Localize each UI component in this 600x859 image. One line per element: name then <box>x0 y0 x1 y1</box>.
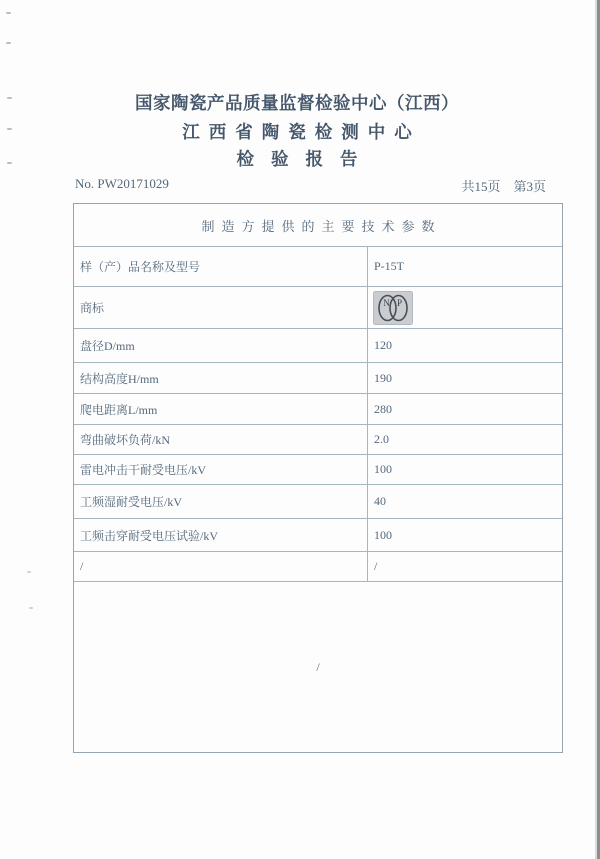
organization-name-line2: 江西省陶瓷检测中心 <box>182 122 421 142</box>
table-row <box>74 246 562 286</box>
row-label-disc-diameter: 盘径D/mm <box>74 329 368 362</box>
table-row <box>74 328 562 362</box>
technical-parameters-table <box>73 203 563 753</box>
table-title-row <box>74 204 562 246</box>
report-title: 检验报告 <box>236 149 375 169</box>
row-value-creepage-distance: 280 <box>374 401 392 416</box>
row-label-puncture-withstand-voltage: 工频击穿耐受电压试验/kV <box>74 519 368 551</box>
scan-speck <box>27 571 31 573</box>
row-value-bending-failure-load: 2.0 <box>374 432 389 446</box>
table-row-trademark <box>74 286 562 328</box>
table-title: 制造方提供的主要技术参数 <box>201 218 442 234</box>
row-value-wet-power-frequency-voltage: 40 <box>374 494 386 508</box>
trademark-logo-icon <box>373 291 413 325</box>
report-number: No. PW20171029 <box>75 176 169 191</box>
table-row <box>74 518 562 551</box>
table-row <box>74 424 562 454</box>
row-value-disc-diameter: 120 <box>374 338 392 352</box>
organization-name-line1: 国家陶瓷产品质量监督检验中心（江西） <box>135 93 459 113</box>
row-label-placeholder: / <box>74 552 368 581</box>
report-meta-row <box>75 176 546 195</box>
logo-letter-n: N <box>383 297 390 308</box>
page-indicator <box>461 176 546 195</box>
table-row <box>74 484 562 518</box>
row-label-lightning-impulse-voltage: 雷电冲击干耐受电压/kV <box>74 455 368 484</box>
page-total: 共15页 <box>461 179 501 194</box>
row-label-sample-name-model: 样（产）品名称及型号 <box>74 247 368 286</box>
table-row <box>74 454 562 484</box>
row-value-puncture-withstand-voltage: 100 <box>374 527 392 542</box>
row-value-structure-height: 190 <box>374 370 392 385</box>
row-label-wet-power-frequency-voltage: 工频湿耐受电压/kV <box>74 485 368 518</box>
table-row <box>74 393 562 424</box>
scan-speck <box>6 12 11 14</box>
row-label-creepage-distance: 爬电距离L/mm <box>74 394 368 424</box>
row-value-trademark <box>368 287 562 328</box>
row-value-sample-name-model: P-15T <box>374 259 404 273</box>
scan-speck <box>6 42 11 44</box>
row-value-lightning-impulse-voltage: 100 <box>374 462 392 476</box>
scan-speck <box>29 607 33 609</box>
row-label-structure-height: 结构高度H/mm <box>74 363 368 393</box>
empty-cell-placeholder: / <box>316 659 320 674</box>
table-row <box>74 362 562 393</box>
page-current: 第3页 <box>513 179 546 194</box>
row-value-placeholder: / <box>374 559 378 573</box>
table-row <box>74 551 562 581</box>
table-empty-merged-cell <box>74 581 562 752</box>
trademark-logo <box>373 291 413 325</box>
logo-letter-p: P <box>396 297 403 308</box>
row-label-bending-failure-load: 弯曲破坏负荷/kN <box>74 425 368 454</box>
row-label-trademark: 商标 <box>74 287 368 328</box>
